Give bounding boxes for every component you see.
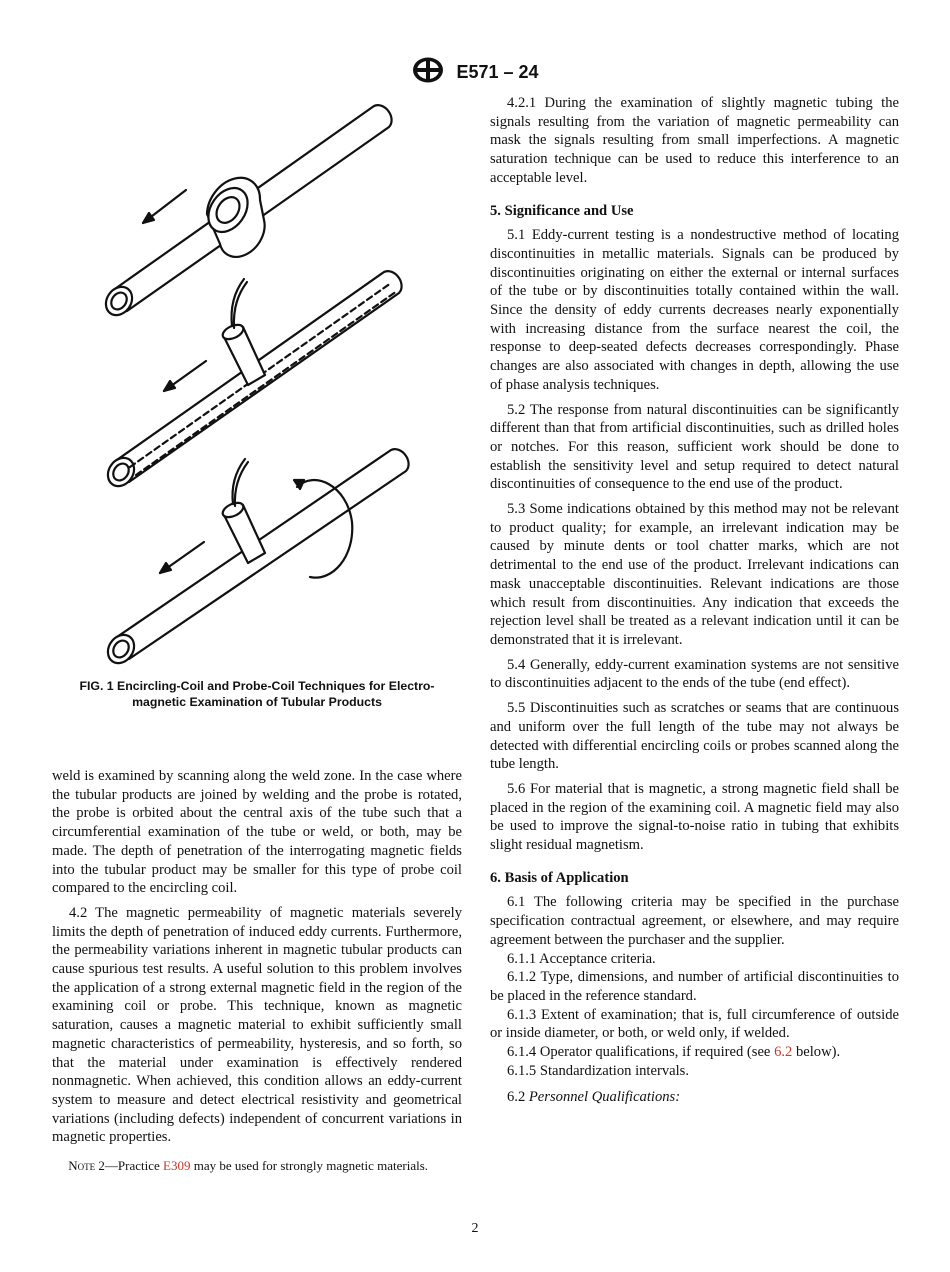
paragraph-4-2-1: 4.2.1 During the examination of slightly magnetic tubing the signals resulting from the variation of magnetic permeability can mask the signals resulting from small imperfections. A magnetic saturation technique can be used to reduce this interference to an acceptable level.: [490, 95, 899, 186]
standard-designation: E571 – 24: [456, 62, 539, 82]
note-text-post: may be used for strongly magnetic materials.: [190, 1158, 429, 1174]
e309-link[interactable]: E309: [163, 1158, 191, 1174]
paragraph-6-1-5: 6.1.5 Standardization intervals.: [507, 1062, 689, 1079]
figure-1-illustration: [52, 92, 462, 677]
page-number: 2: [471, 1221, 479, 1236]
p62-title: Personnel Qualifications:: [528, 1089, 681, 1106]
figure-caption-line-2: magnetic Examination of Tubular Products: [132, 695, 382, 709]
note-number: 2: [98, 1158, 105, 1174]
paragraph-6-1-1: 6.1.1 Acceptance criteria.: [507, 950, 656, 967]
p614-text-pre: 6.1.4 Operator qualifications, if required (see: [507, 1044, 775, 1061]
section-6-heading: 6. Basis of Application: [490, 869, 629, 886]
paragraph-4-2: 4.2 The magnetic permeability of magnetic materials severely limits the depth of penetration of induced eddy currents. Furthermore, the permeability variations inherent in magnetic tubular products can cause spurious test results. A useful solution to this problem involves the application of a strong external magnetic field in the region of the examining coil or probe. This technique, known as magnetic saturation, causes a magnetic material to exhibit sufficiently small magnetic characteristics of permeability, hysteresis, and so forth, so that the material under examination is effectively rendered nonmagnetic. When achieved, this condition allows an eddy-current system to measure and detect electrical resistivity and geometrical variations (including defects) independent of concurrent variations in magnetic properties.: [52, 904, 462, 1146]
astm-logo-icon: [411, 56, 445, 89]
paragraph-probe-continuation: weld is examined by scanning along the weld zone. In the case where the tubular products are joined by welding and the probe is rotated, the probe is orbited about the central axis of the tube such that a circumferential examination of the tube or weld, or both, may be made. The depth of penetration of the interrogating magnetic fields into the tubular product may be smaller for this type of probe coil compared to the encircling coil.: [52, 768, 462, 897]
paragraph-5-6: 5.6 For material that is magnetic, a strong magnetic field shall be placed in the region of the examining coil. A magnetic field may also be used to improve the signal-to-noise ratio in tubing that exhibits slight residual magnetism.: [490, 780, 899, 854]
paragraph-5-1: 5.1 Eddy-current testing is a nondestructive method of locating discontinuities in metallic materials. Signals can be produced by discontinuities originating on either the external or internal surfaces of the tube or by discontinuities totally contained within the wall. Since the density of eddy currents decreases nearly exponentially with increasing distance from the surface nearest the coil, the response to deep-seated defects decreases correspondingly. Phase changes are also associated with changes in depth, allowing the use of phase analysis techniques.: [490, 227, 899, 393]
probe-coil-tube: [103, 271, 402, 491]
paragraph-6-2: [490, 1088, 899, 1107]
paragraph-5-3: 5.3 Some indications obtained by this method may not be relevant to product quality; for example, an irrelevant indication may be caused by minute dents or tool chatter marks, which are not detrimental to the end use of the product. Irrelevant indications can mask unacceptable discontinuities. Relevant indications are those which result from discontinuities. Any indication that exceeds the rejection level shall be treated as a relevant indication until it can be demonstrated that it is irrelevant.: [490, 501, 899, 648]
left-column: [52, 767, 462, 1176]
section-5-heading: 5. Significance and Use: [490, 202, 634, 219]
paragraph-5-5: 5.5 Discontinuities such as scratches or seams that are continuous and uniform over the full length of the tube may not always be detected with differential encircling coils or probes scanned along the tube length.: [490, 700, 899, 773]
figure-caption: [52, 678, 462, 710]
paragraph-6-1: 6.1 The following criteria may be specified in the purchase specification contractual agreement, or elsewhere, and may require agreement between the purchaser and the supplier.: [490, 894, 899, 948]
encircling-coil-tube: [101, 105, 392, 320]
note-text-pre: —Practice: [104, 1158, 164, 1174]
paragraph-5-4: 5.4 Generally, eddy-current examination systems are not sensitive to discontinuities adjacent to the ends of the tube (end effect).: [490, 656, 899, 692]
right-column: [490, 94, 899, 1107]
p614-text-post: below).: [792, 1044, 841, 1061]
paragraph-6-1-4: [490, 1043, 899, 1062]
paragraph-6-1-2: 6.1.2 Type, dimensions, and number of artificial discontinuities to be placed in the reference standard.: [490, 969, 899, 1004]
p62-number: 6.2: [507, 1089, 529, 1106]
figure-caption-line-1: FIG. 1 Encircling-Coil and Probe-Coil Techniques for Electro-: [79, 679, 435, 693]
rotating-probe-tube: [103, 449, 409, 668]
paragraph-5-2: 5.2 The response from natural discontinuities can be significantly different than that from artificial discontinuities, such as drilled holes or notches. For this reason, sufficient work should be done to establish the sensitivity level and setup required to detect natural discontinuities of consequence to the end use of the product.: [490, 401, 899, 493]
note-2: [52, 1157, 462, 1176]
paragraph-6-1-3: 6.1.3 Extent of examination; that is, full circumference of outside or inside diameter, or both, or weld only, if welded.: [490, 1006, 899, 1042]
page-header: [0, 56, 950, 89]
note-label: Note: [68, 1158, 96, 1174]
section-6-2-link[interactable]: 6.2: [774, 1044, 793, 1061]
